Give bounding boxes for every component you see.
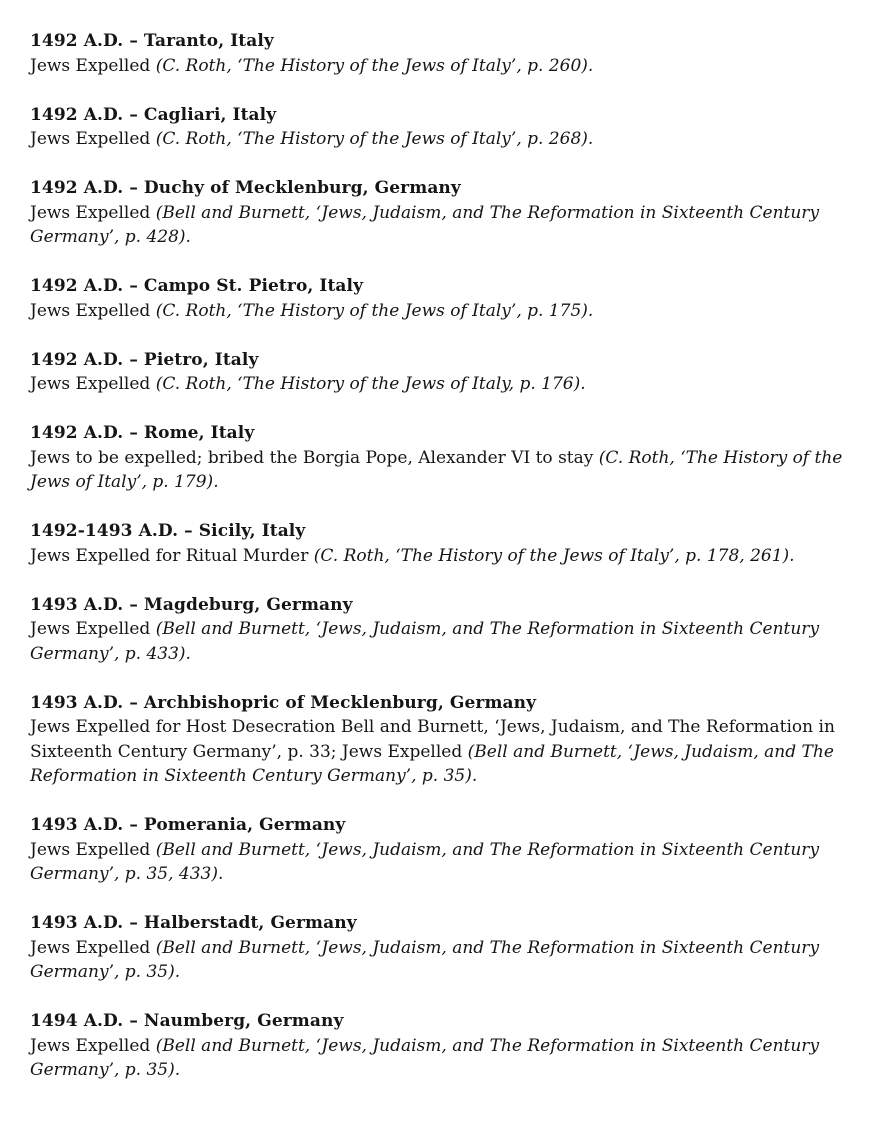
entry-cagliari [30, 103, 859, 152]
entry-text: Jews Expelled [30, 937, 156, 958]
entry-citation: (Bell and Burnett, ‘Jews, Judaism, and The Reformation in Sixteenth Century Germany’, p. 433). [30, 619, 820, 664]
entry-heading: 1492 A.D. – Rome, Italy [30, 423, 255, 443]
entry-heading: 1493 A.D. – Pomerania, Germany [30, 815, 346, 835]
entry-body [30, 299, 859, 324]
entry-body [30, 715, 859, 789]
entry-heading: 1492 A.D. – Pietro, Italy [30, 349, 259, 370]
entry-heading: 1492 A.D. – Duchy of Mecklenburg, Germany [30, 178, 461, 198]
entry-text: Jews Expelled [30, 839, 156, 860]
entry-text: Jews Expelled [30, 374, 156, 394]
entry-heading: 1492-1493 A.D. – Sicily, Italy [30, 521, 306, 541]
entry-citation: (Bell and Burnett, ‘Jews, Judaism, and The Reformation in Sixteenth Century Germany’, p. 35). [30, 937, 820, 982]
entry-citation: (C. Roth, ‘The History of the Jews of Italy’, p. 268). [155, 129, 594, 149]
entry-heading: 1493 A.D. – Magdeburg, Germany [30, 594, 353, 615]
entry-body [30, 372, 859, 397]
entry-rome [30, 421, 859, 495]
entry-sicily [30, 519, 859, 568]
entry-body [30, 838, 859, 887]
entry-text: Jews Expelled for Host Desecration Bell and Burnett, ‘Jews, Judaism, and The Reformation in Sixteenth Century Germany’, p. 33; Jews Expelled [30, 717, 835, 762]
entry-citation: (C. Roth, ‘The History of the Jews of Italy, p. 176). [155, 374, 586, 394]
entry-heading: 1493 A.D. – Archbishopric of Mecklenburg, Germany [30, 692, 537, 713]
entry-heading: 1492 A.D. – Campo St. Pietro, Italy [30, 276, 364, 296]
entry-pomerania [30, 813, 859, 887]
entry-heading: 1492 A.D. – Taranto, Italy [30, 31, 274, 51]
entry-body [30, 1034, 859, 1083]
entry-body [30, 544, 859, 569]
entry-text: Jews Expelled [30, 129, 156, 149]
entry-citation: (Bell and Burnett, ‘Jews, Judaism, and The Reformation in Sixteenth Century Germany’, p. 35, 433). [30, 839, 820, 884]
entry-body [30, 127, 859, 152]
entry-citation: (Bell and Burnett, ‘Jews, Judaism, and The Reformation in Sixteenth Century Germany’, p. 428). [30, 202, 820, 247]
entry-citation: (C. Roth, ‘The History of the Jews of Italy’, p. 175). [155, 300, 594, 321]
entry-halberstadt [30, 911, 859, 985]
entry-heading: 1492 A.D. – Cagliari, Italy [30, 104, 277, 125]
entry-body [30, 936, 859, 985]
entry-taranto [30, 29, 859, 78]
entry-body [30, 54, 859, 79]
entry-citation: (C. Roth, ‘The History of the Jews of Italy’, p. 179). [30, 447, 843, 492]
entry-citation: (Bell and Burnett, ‘Jews, Judaism, and The Reformation in Sixteenth Century Germany’, p. 35). [30, 741, 834, 786]
entry-citation: (C. Roth, ‘The History of the Jews of Italy’, p. 178, 261). [313, 545, 795, 566]
entry-magdeburg [30, 593, 859, 667]
entry-text: Jews Expelled [30, 300, 156, 321]
entry-heading: 1494 A.D. – Naumberg, Germany [30, 1011, 344, 1031]
entry-text: Jews Expelled [30, 1035, 156, 1056]
entry-text: Jews Expelled for Ritual Murder [30, 545, 314, 566]
entry-pietro [30, 348, 859, 397]
entry-archbishopric-of-mecklenburg [30, 691, 859, 789]
entry-citation: (Bell and Burnett, ‘Jews, Judaism, and The Reformation in Sixteenth Century Germany’, p. 35). [30, 1035, 820, 1080]
entry-body [30, 617, 859, 666]
entry-text: Jews to be expelled; bribed the Borgia Pope, Alexander VI to stay [30, 447, 599, 468]
entry-campo-st-pietro [30, 274, 859, 323]
entry-duchy-of-mecklenburg [30, 176, 859, 250]
entry-naumberg [30, 1009, 859, 1083]
entry-body [30, 201, 859, 250]
entry-text: Jews Expelled [30, 202, 156, 223]
entry-body [30, 446, 859, 495]
entry-text: Jews Expelled [30, 619, 156, 639]
entry-heading: 1493 A.D. – Halberstadt, Germany [30, 913, 357, 933]
entry-text: Jews Expelled [30, 55, 156, 76]
entry-citation: (C. Roth, ‘The History of the Jews of Italy’, p. 260). [155, 55, 594, 76]
